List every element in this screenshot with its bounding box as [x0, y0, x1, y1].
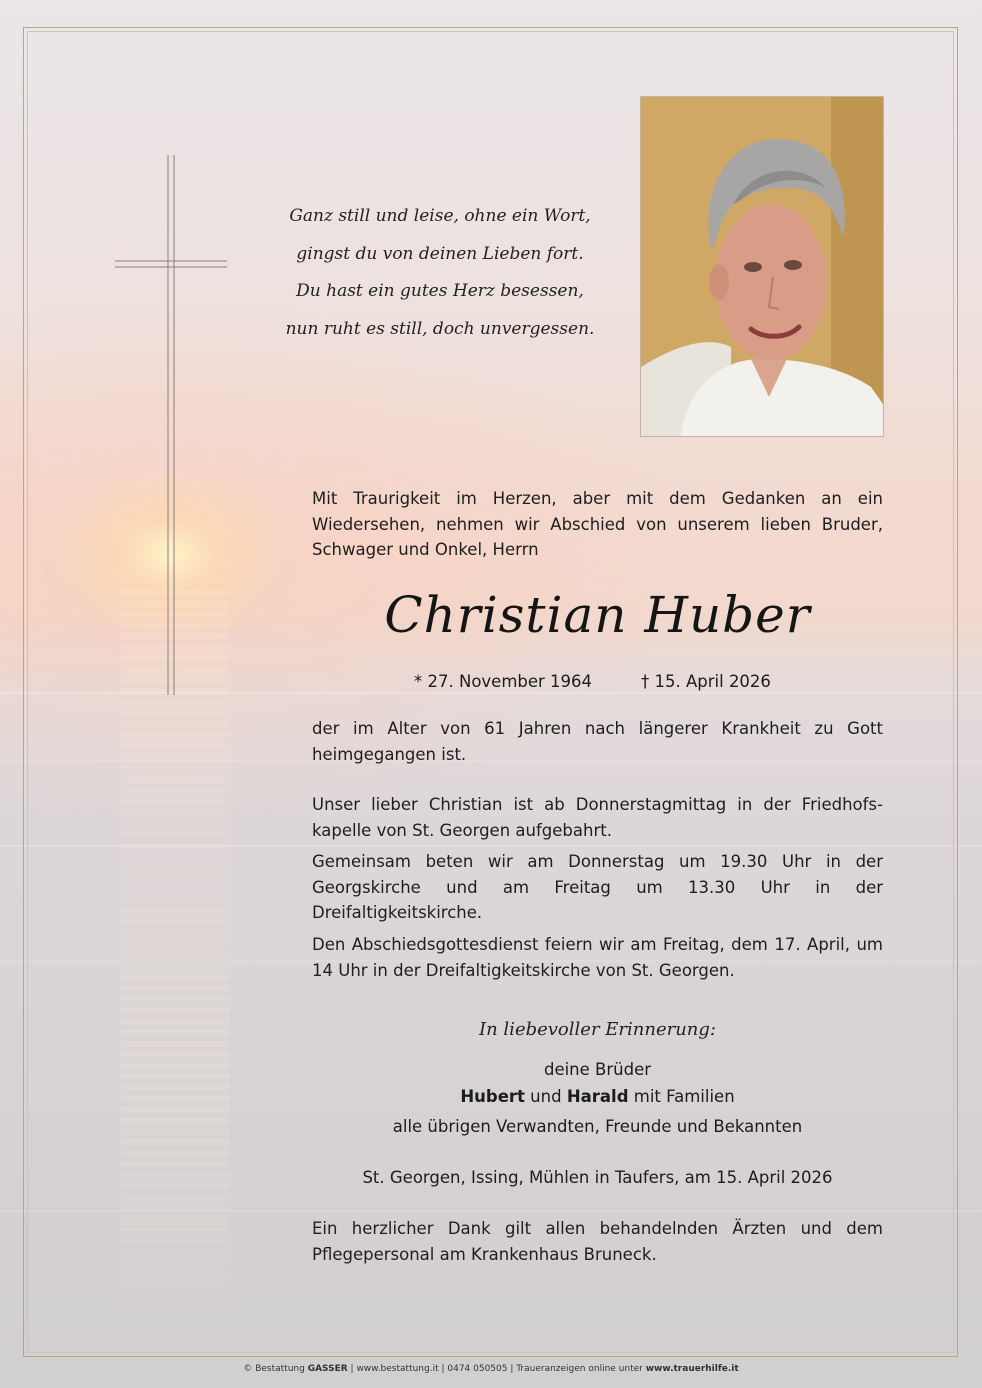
footer-contact: | www.bestattung.it | 0474 050505 | Traueranzeigen online unter — [347, 1364, 646, 1374]
footer — [0, 1362, 982, 1376]
death-date: † 15. April 2026 — [641, 672, 771, 691]
details-paragraph: Gemeinsam beten wir am Donnerstag um 19.30 Uhr in der Georgskirche und am Freitag um 13.30 Uhr in der Dreifaltigkeitskirche. — [312, 852, 883, 922]
details-paragraph: Den Abschiedsgottesdienst feiern wir am Freitag, dem 17. April, um 14 Uhr in der Dreifaltigkeitskirche von St. Georgen. — [312, 935, 883, 980]
details-paragraph: Unser lieber Christian ist ab Donnerstagmittag in der Friedhofskapelle von St. Georgen aufgebahrt. — [312, 795, 883, 840]
cross-icon — [115, 155, 227, 695]
poem-line: gingst du von deinen Lieben fort. — [296, 243, 584, 264]
footer-copyright: © Bestattung — [243, 1364, 308, 1374]
footer-website-link[interactable]: www.trauerhilfe.it — [645, 1364, 739, 1374]
thanks-paragraph: Ein herzlicher Dank gilt allen behandelnden Ärzten und dem Pflegepersonal am Krankenhaus Bruneck. — [312, 1219, 883, 1264]
mourners-names — [312, 1084, 883, 1110]
portrait-photo — [640, 96, 884, 437]
poem-line: nun ruht es still, doch unvergessen. — [285, 318, 595, 339]
memory-heading: In liebevoller Erinnerung: — [479, 1019, 716, 1040]
birth-date: * 27. November 1964 — [414, 672, 593, 691]
footer-company: GASSER — [307, 1364, 348, 1374]
mourner-name: Harald — [566, 1087, 629, 1106]
poem — [270, 198, 610, 348]
mourners-line: deine Brüder — [543, 1060, 652, 1079]
poem-line: Du hast ein gutes Herz besessen, — [296, 281, 584, 301]
mourner-name: Hubert — [460, 1087, 525, 1106]
deceased-name: Christian Huber — [384, 586, 811, 644]
mourner-conjunction: und — [524, 1087, 567, 1106]
age-paragraph: der im Alter von 61 Jahren nach längerer Krankheit zu Gott heimgegangen ist. — [312, 719, 883, 764]
intro-paragraph: Mit Traurigkeit im Herzen, aber mit dem Gedanken an ein Wiedersehen, nehmen wir Abschied von unserem lieben Bruder, Schwager und Onkel, Herrn — [312, 489, 883, 559]
poem-line: Ganz still und leise, ohne ein Wort, — [289, 206, 591, 226]
mourner-suffix: mit Familien — [628, 1087, 735, 1106]
mourners-line: alle übrigen Verwandten, Freunde und Bekannten — [392, 1117, 803, 1136]
place-date: St. Georgen, Issing, Mühlen in Taufers, am 15. April 2026 — [362, 1168, 833, 1187]
